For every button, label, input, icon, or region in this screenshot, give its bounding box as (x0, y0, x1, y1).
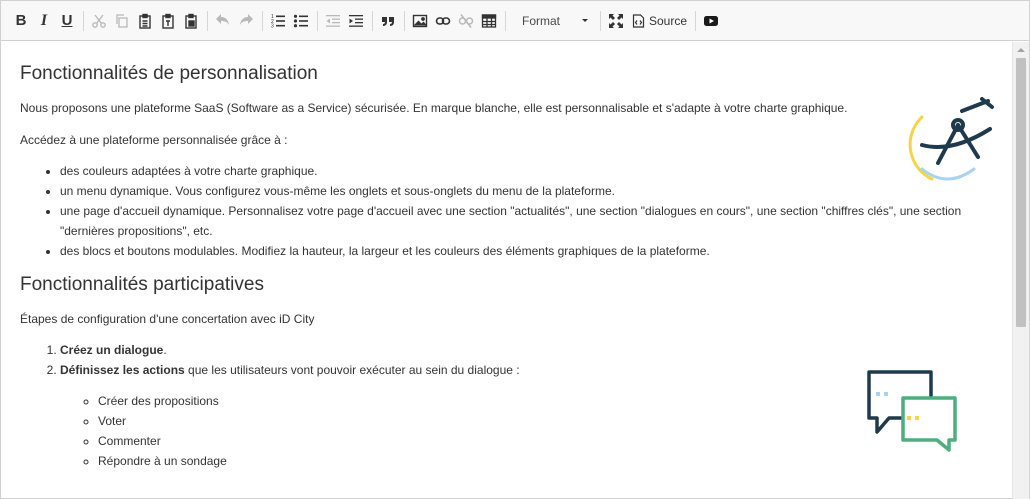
bulleted-list-button[interactable] (290, 9, 312, 33)
decrease-indent-button[interactable] (322, 9, 344, 33)
list-item (60, 340, 1013, 360)
paragraph: Accédez à une plateforme personnalisée grâce à : (20, 133, 288, 147)
maximize-button[interactable] (605, 9, 627, 33)
step-bold: Définissez les actions (60, 363, 185, 377)
format-dropdown[interactable] (512, 9, 594, 33)
source-button[interactable] (628, 9, 691, 33)
image-button[interactable] (409, 9, 431, 33)
copy-button[interactable] (111, 9, 133, 33)
toolbar-separator (207, 11, 208, 31)
italic-icon: I (40, 11, 48, 29)
toolbar-separator (404, 11, 405, 31)
toolbar-separator (600, 11, 601, 31)
outdent-icon (325, 13, 341, 29)
list-item: ◦ Voter (98, 411, 1013, 431)
paste-text-button[interactable] (157, 9, 179, 33)
clipboard-text-icon (160, 13, 176, 29)
bulleted-list (20, 161, 1013, 261)
list-item: • une page d'accueil dynamique. Personnalisez votre page d'accueil avec une section "actualités", une section "dialogues en cours", une section "chiffres clés", une section "dernières propositions", etc. (60, 201, 1013, 241)
toolbar-separator (372, 11, 373, 31)
unlink-button[interactable] (455, 9, 477, 33)
table-icon (481, 13, 497, 29)
section-heading: Fonctionnalités participatives (20, 274, 264, 295)
source-button-label: Source (649, 13, 688, 28)
toolbar-separator (262, 11, 263, 31)
undo-icon (215, 13, 231, 29)
maximize-icon (608, 13, 624, 29)
scrollbar-thumb[interactable] (1016, 58, 1026, 327)
source-code-icon (632, 14, 645, 28)
list-item: ◦ Créer des propositions (98, 391, 1013, 411)
svg-text:3: 3 (271, 23, 274, 29)
bold-icon: B (15, 11, 27, 29)
paste-button[interactable] (134, 9, 156, 33)
step-text: que les utilisateurs vont pouvoir exécuter au sein du dialogue : (184, 363, 520, 377)
image-icon (412, 13, 428, 29)
increase-indent-button[interactable] (345, 9, 367, 33)
scroll-up-arrow-icon[interactable] (1017, 48, 1025, 52)
video-play-icon (703, 13, 719, 29)
editor-content[interactable] (1, 42, 1013, 499)
copy-icon (114, 13, 130, 29)
clipboard-icon (137, 13, 153, 29)
scissors-icon (91, 13, 107, 29)
toolbar-separator (317, 11, 318, 31)
underline-icon: U (61, 11, 73, 29)
svg-text:2: 2 (271, 18, 274, 25)
toolbar-separator (83, 11, 84, 31)
numbered-list-button[interactable] (267, 9, 289, 33)
toolbar-separator (695, 11, 696, 31)
italic-button[interactable] (33, 9, 55, 33)
bulleted-list-icon (293, 13, 309, 29)
step-text: . (163, 343, 167, 357)
link-button[interactable] (432, 9, 454, 33)
numbered-list-icon (270, 13, 286, 29)
bold-button[interactable] (10, 9, 32, 33)
unlink-icon (458, 13, 474, 29)
list-item: • un menu dynamique. Vous configurez vous-même les onglets et sous-onglets du menu de la plateforme. (60, 181, 1013, 201)
list-item: ◦ Commenter (98, 431, 1013, 451)
blockquote-button[interactable] (377, 9, 399, 33)
section-heading: Fonctionnalités de personnalisation (20, 63, 318, 84)
undo-button[interactable] (212, 9, 234, 33)
link-icon (435, 13, 451, 29)
table-button[interactable] (478, 9, 500, 33)
toolbar-separator (505, 11, 506, 31)
list-item: • des blocs et boutons modulables. Modifiez la hauteur, la largeur et les couleurs des éléments graphiques de la plateforme. (60, 241, 1013, 261)
cut-button[interactable] (88, 9, 110, 33)
step-bold: Créez un dialogue (60, 343, 164, 357)
svg-text:1: 1 (271, 13, 274, 20)
chat-bubbles-illustration-icon (863, 368, 959, 452)
clipboard-word-icon (183, 13, 199, 29)
paste-word-button[interactable] (180, 9, 202, 33)
indent-icon (348, 13, 364, 29)
paragraph: Étapes de configuration d'une concertation avec iD City (20, 312, 315, 326)
compass-illustration-icon (892, 97, 1000, 187)
youtube-button[interactable] (700, 9, 722, 33)
vertical-scrollbar[interactable] (1012, 42, 1029, 499)
format-dropdown-label: Format (522, 13, 561, 28)
redo-button[interactable] (235, 9, 257, 33)
list-item: • des couleurs adaptées à votre charte graphique. (60, 161, 1013, 181)
underline-button[interactable] (56, 9, 78, 33)
quote-icon (380, 13, 396, 29)
redo-icon (238, 13, 254, 29)
editor-toolbar (1, 1, 1029, 41)
list-item: ◦ Répondre à un sondage (98, 451, 1013, 471)
paragraph: Nous proposons une plateforme SaaS (Software as a Service) sécurisée. En marque blanche, elle est personnalisable et s'adapte à votre charte graphique. (20, 101, 848, 115)
chevron-down-icon (582, 19, 588, 22)
